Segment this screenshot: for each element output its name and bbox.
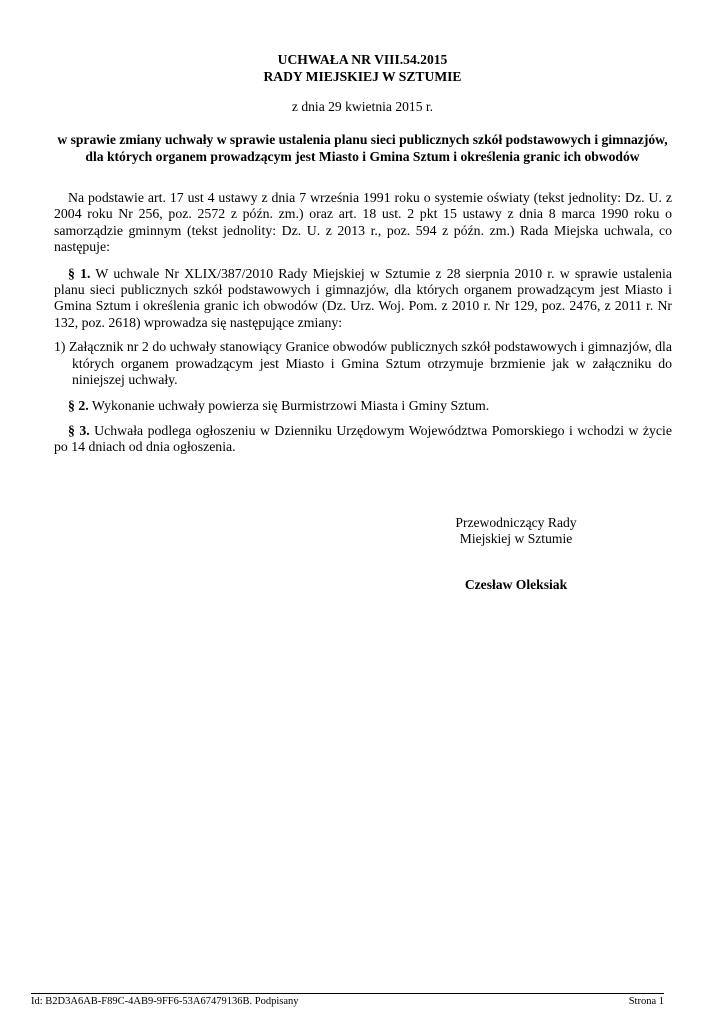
document-subject (0, 132, 725, 165)
paragraph-1 (54, 266, 672, 332)
document-body (54, 190, 672, 464)
title-line-1: UCHWAŁA NR VIII.54.2015 (277, 52, 448, 67)
footer-page-number: Strona 1 (628, 996, 664, 1007)
preamble: Na podstawie art. 17 ust 4 ustawy z dnia 7 września 1991 roku o systemie oświaty (tekst jednolity: Dz. U. z 2004 roku Nr 256, poz. 2572 z późn. zm.) oraz art. 18 ust. 2 pkt 15 ustawy z dnia 8 marca 1990 roku o samorządzie gminnym (tekst jednolity: Dz. U. z 2013 r., poz. 594 z późn. zm.) Rada Miejska uchwala, co następuje: (54, 190, 672, 255)
paragraph-3-text: Uchwała podlega ogłoszeniu w Dzienniku Urzędowym Województwa Pomorskiego i wchodzi w życie po 14 dniach od dnia ogłoszenia. (54, 422, 672, 455)
paragraph-2 (54, 398, 672, 414)
paragraph-1-text: W uchwale Nr XLIX/387/2010 Rady Miejskiej w Sztumie z 28 sierpnia 2010 r. w sprawie ustalenia planu sieci publicznych szkół podstawowych i gimnazjów, dla których organem prowadzącym jest Miasto i Gmina Sztum i określenia granic ich obwodów (Dz. Urz. Woj. Pom. z 2010 r. Nr 129, poz. 2476, z 2011 r. Nr 132, poz. 2618) wprowadza się następujące zmiany: (54, 265, 673, 330)
title-line-2: RADY MIEJSKIEJ W SZTUMIE (263, 68, 462, 84)
paragraph-3-label: § 3. (68, 422, 90, 438)
footer-divider (31, 993, 664, 994)
subject-line-1: w sprawie zmiany uchwały w sprawie ustalenia planu sieci publicznych szkół podstawowych i gimnazjów, (57, 132, 668, 147)
paragraph-3 (54, 423, 672, 456)
paragraph-2-label: § 2. (68, 398, 89, 414)
document-title (0, 52, 725, 85)
signature-role (436, 515, 596, 548)
signature-name: Czesław Oleksiak (464, 577, 568, 592)
footer-document-id: Id: B2D3A6AB-F89C-4AB9-9FF6-53A67479136B. Podpisany (31, 996, 299, 1007)
paragraph-2-text: Wykonanie uchwały powierza się Burmistrzowi Miasta i Gminy Sztum. (88, 398, 490, 414)
signature-role-line-2: Miejskiej w Sztumie (459, 531, 573, 547)
signature-role-line-1: Przewodniczący Rady (455, 515, 577, 530)
document-date: z dnia 29 kwietnia 2015 r. (291, 99, 434, 114)
subject-line-2: dla których organem prowadzącym jest Miasto i Gmina Sztum i określenia granic ich obwodów (85, 148, 640, 164)
list-item-1: 1) Załącznik nr 2 do uchwały stanowiący Granice obwodów publicznych szkół podstawowych i gimnazjów, dla których organem prowadzącym jest Miasto i Gmina Sztum otrzymuje brzmienie jak w załączniku do niniejszej uchwały. (54, 339, 672, 388)
paragraph-1-label: § 1. (68, 265, 91, 281)
